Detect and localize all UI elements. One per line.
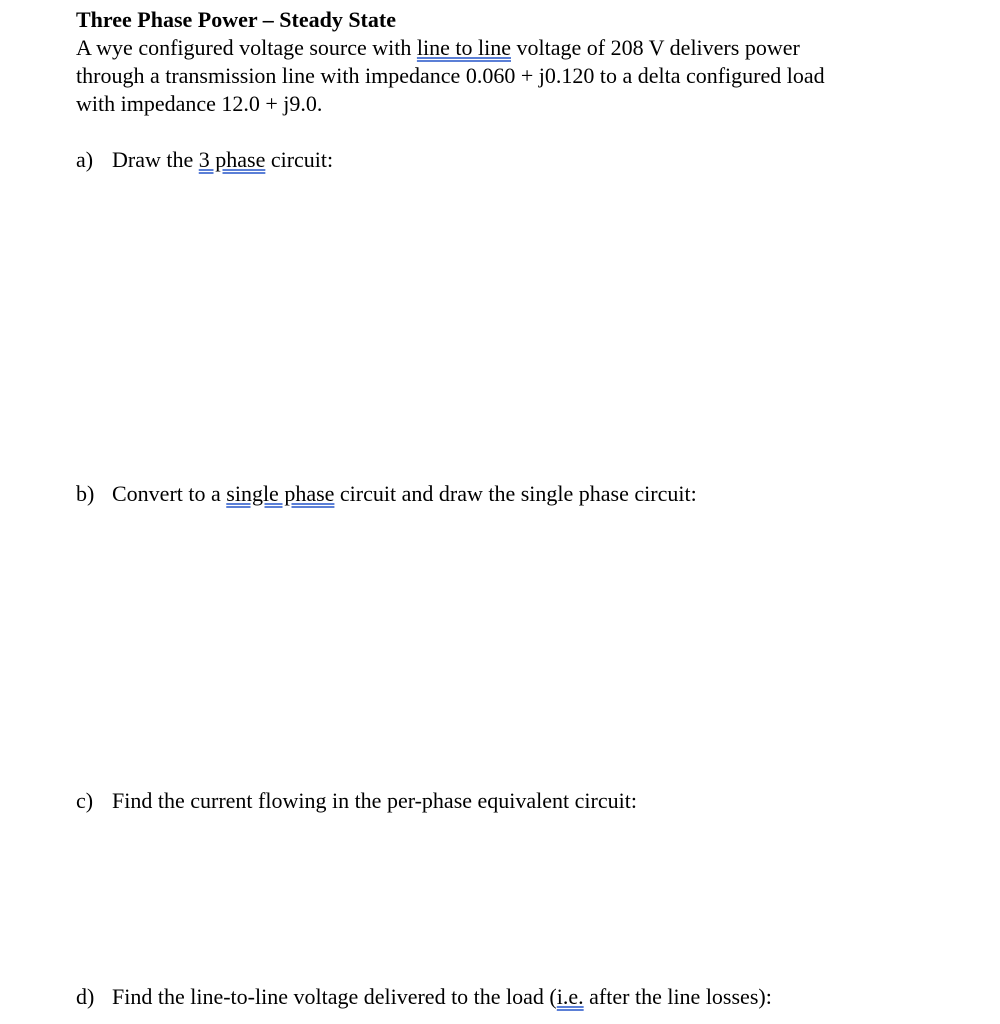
question-label: a): [76, 147, 94, 172]
question-text: after the line losses):: [583, 984, 772, 1009]
line-to-line-term: line to line: [416, 35, 511, 60]
problem-statement: [76, 34, 936, 118]
question-text: circuit and draw the single phase circuit:: [334, 481, 697, 506]
question-d: [76, 983, 772, 1011]
question-label: d): [76, 984, 95, 1009]
problem-line-3: with impedance 12.0 + j9.0.: [76, 91, 323, 116]
question-b: [76, 480, 697, 508]
ie-term: i.e.: [556, 984, 584, 1009]
question-text: Find the line-to-line voltage delivered to the load (: [112, 984, 557, 1009]
problem-text: A wye configured voltage source with: [76, 35, 417, 60]
three-phase-term: 3 phase: [198, 147, 266, 172]
question-c: [76, 787, 637, 815]
question-text: Draw the: [112, 147, 199, 172]
problem-line-2: through a transmission line with impedance 0.060 + j0.120 to a delta configured load: [76, 63, 825, 88]
single-phase-term: single phase: [226, 481, 335, 506]
question-text: Convert to a: [112, 481, 227, 506]
question-a: [76, 146, 333, 174]
question-label: c): [76, 788, 94, 813]
document-title: Three Phase Power – Steady State: [76, 7, 396, 32]
question-text: circuit:: [265, 147, 334, 172]
question-text: Find the current flowing in the per-phase equivalent circuit:: [112, 788, 637, 813]
problem-line-1: [76, 34, 936, 62]
problem-text: voltage of 208 V delivers power: [511, 35, 800, 60]
question-label: b): [76, 481, 95, 506]
